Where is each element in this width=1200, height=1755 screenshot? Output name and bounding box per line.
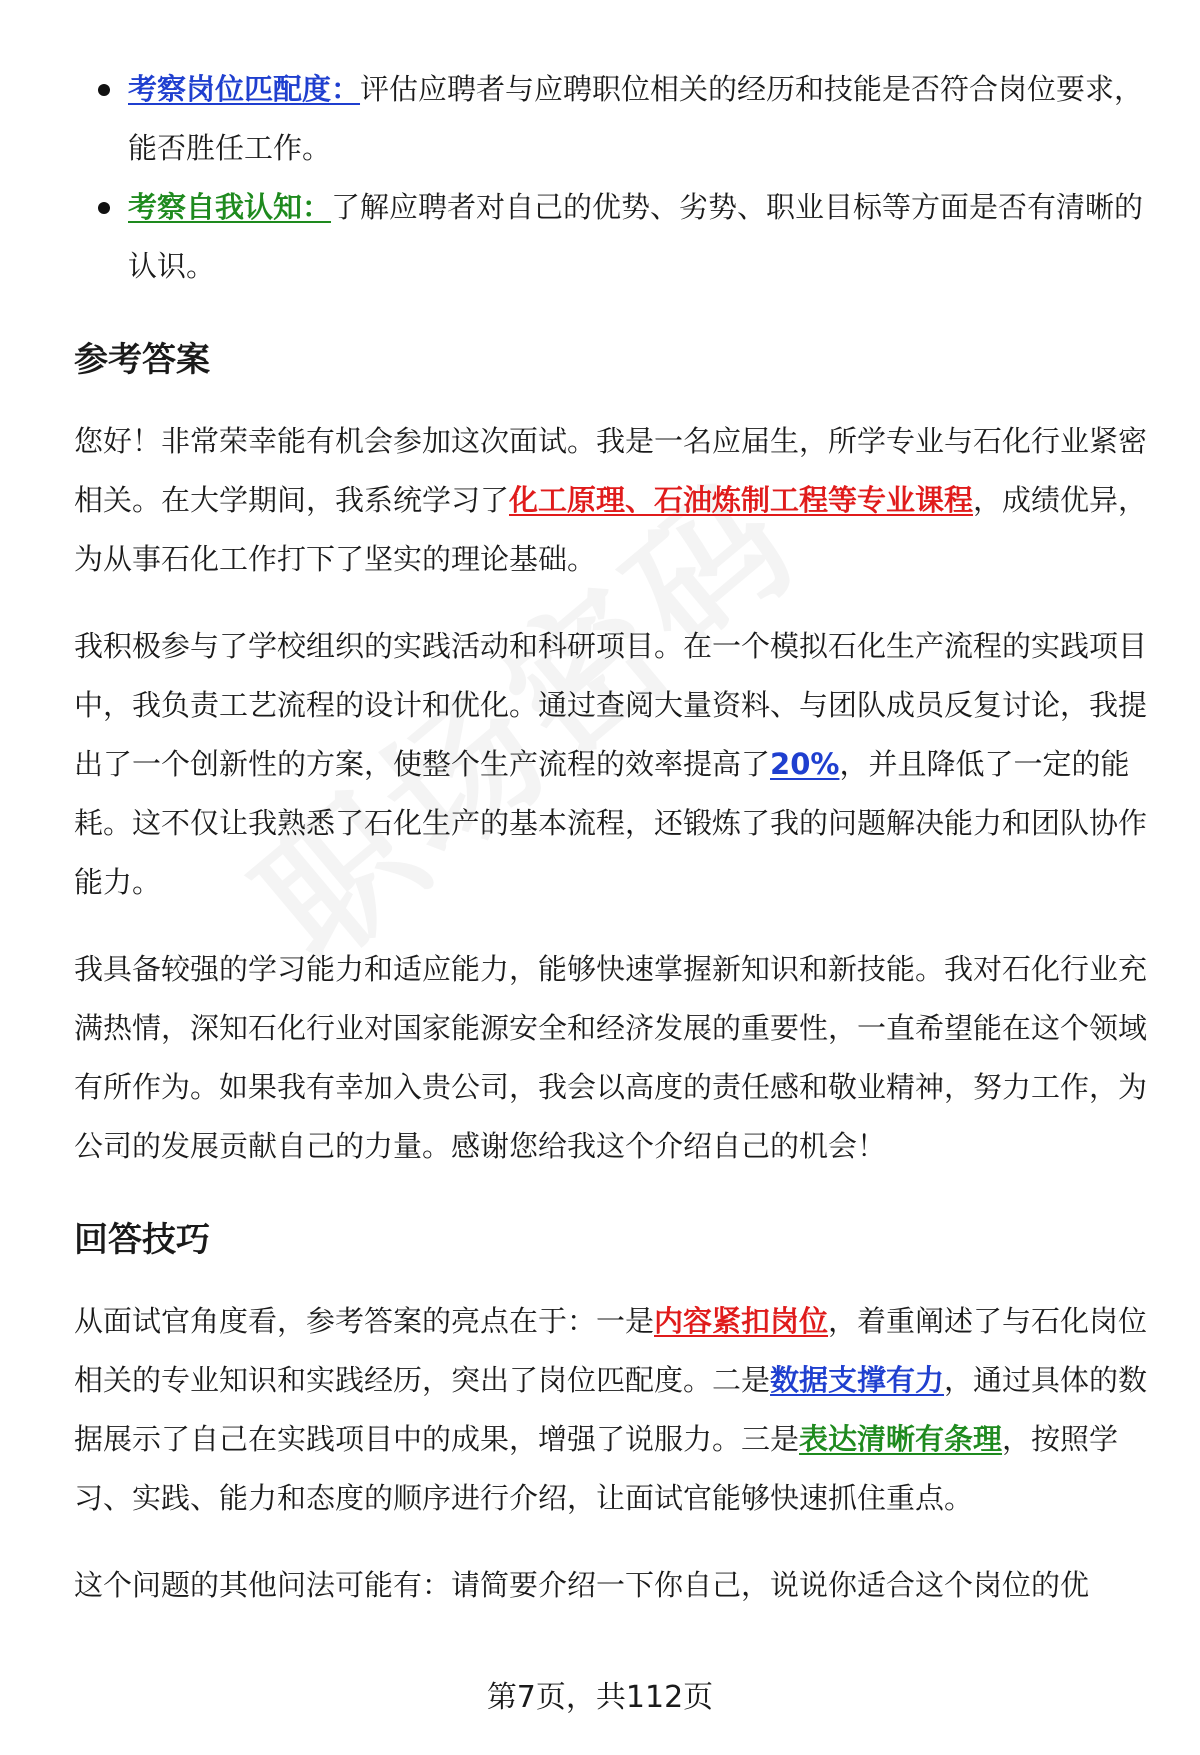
page-number: 第7页，共112页 bbox=[486, 1680, 714, 1715]
list-item-text: 了解应聘者对自己的优势、劣势、职业目标等方面是否有清晰的认识。 bbox=[128, 190, 1144, 283]
answer-paragraph-2 bbox=[74, 617, 1154, 912]
document-body bbox=[74, 60, 1154, 1615]
list-item-text: 评估应聘者与应聘职位相关的经历和技能是否符合岗位要求，能否胜任工作。 bbox=[128, 72, 1144, 165]
bullet-icon bbox=[98, 202, 110, 214]
answer-paragraph-1 bbox=[74, 412, 1154, 589]
tips-paragraph-1 bbox=[74, 1292, 1154, 1528]
text-run: 从面试官角度看，参考答案的亮点在于：一是 bbox=[74, 1304, 655, 1338]
text-run: 我积极参与了学校组织的实践活动和科研项目。在一个模拟石化生产流程的实践项目中，我负责工艺流程的设计和优化。通过查阅大量资料、与团队成员反复讨论，我提出了一个创新性的方案，使整个生产流程的效率提高了 bbox=[74, 629, 1148, 781]
section-heading-answer: 参考答案 bbox=[74, 340, 210, 380]
section-heading-tips: 回答技巧 bbox=[74, 1220, 210, 1260]
tips-paragraph-2: 这个问题的其他问法可能有：请简要介绍一下你自己，说说你适合这个岗位的优 bbox=[74, 1568, 1090, 1602]
highlight-data[interactable]: 数据支撑有力 bbox=[770, 1363, 945, 1397]
bullet-icon bbox=[98, 84, 110, 96]
answer-paragraph-3: 我具备较强的学习能力和适应能力，能够快速掌握新知识和新技能。我对石化行业充满热情，深知石化行业对国家能源安全和经济发展的重要性，一直希望能在这个领域有所作为。如果我有幸加入贵公司，我会以高度的责任感和敬业精神，努力工作，为公司的发展贡献自己的力量。感谢您给我这个介绍自己的机会！ bbox=[74, 952, 1148, 1163]
highlight-expression[interactable]: 表达清晰有条理 bbox=[799, 1422, 1003, 1456]
highlight-content[interactable]: 内容紧扣岗位 bbox=[654, 1304, 829, 1338]
highlight-percent[interactable]: 20% bbox=[770, 747, 840, 781]
text-run: ，成绩优异，为从事石化工作打下了坚实的理论基础。 bbox=[74, 483, 1148, 576]
keyword-self-awareness[interactable]: 考察自我认知： bbox=[128, 190, 332, 224]
highlight-courses[interactable]: 化工原理、石油炼制工程等专业课程 bbox=[509, 483, 974, 517]
criteria-list bbox=[74, 60, 1154, 296]
text-run: ，着重阐述了与石化岗位相关的专业知识和实践经历，突出了岗位匹配度。二是 bbox=[74, 1304, 1148, 1397]
text-run: 您好！非常荣幸能有机会参加这次面试。我是一名应届生，所学专业与石化行业紧密相关。在大学期间，我系统学习了 bbox=[74, 424, 1148, 517]
text-run: ，通过具体的数据展示了自己在实践项目中的成果，增强了说服力。三是 bbox=[74, 1363, 1148, 1456]
keyword-job-match[interactable]: 考察岗位匹配度： bbox=[128, 72, 361, 106]
list-item bbox=[74, 178, 1154, 296]
text-run: ，按照学习、实践、能力和态度的顺序进行介绍，让面试官能够快速抓住重点。 bbox=[74, 1422, 1119, 1515]
list-item bbox=[74, 60, 1154, 178]
text-run: ，并且降低了一定的能耗。这不仅让我熟悉了石化生产的基本流程，还锻炼了我的问题解决能力和团队协作能力。 bbox=[74, 747, 1148, 899]
